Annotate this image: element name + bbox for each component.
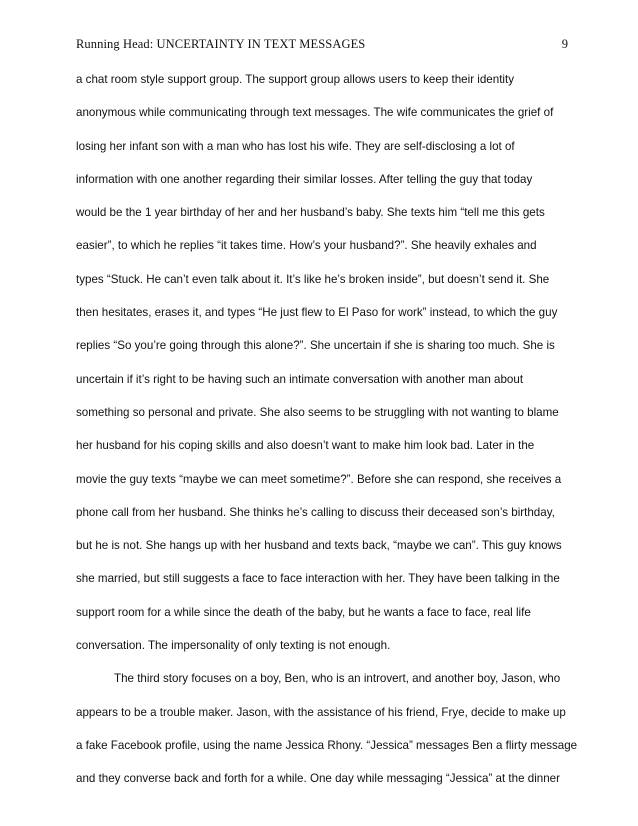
page-number: 9 [561, 37, 568, 51]
text-line: would be the 1 year birthday of her and her husband’s baby. She texts him “tell me this gets [76, 206, 545, 220]
text-line: uncertain if it’s right to be having such an intimate conversation with another man about [76, 372, 524, 386]
text-line: replies “So you’re going through this alone?”. She uncertain if she is sharing too much. She is [76, 339, 555, 353]
text-line: types “Stuck. He can’t even talk about it. It’s like he’s broken inside”, but doesn’t send it. She [76, 272, 550, 286]
text-line: a chat room style support group. The support group allows users to keep their identity [76, 73, 515, 86]
text-line: she married, but still suggests a face to face interaction with her. They have been talking in the [76, 572, 560, 586]
running-head-title: Running Head: UNCERTAINTY IN TEXT MESSAGES [76, 37, 366, 51]
text-line: a fake Facebook profile, using the name Jessica Rhony. “Jessica” messages Ben a flirty message [76, 738, 578, 752]
text-line: losing her infant son with a man who has lost his wife. They are self-disclosing a lot of [76, 139, 515, 153]
body-text [76, 71, 578, 804]
text-line: support room for a while since the death of the baby, but he wants a face to face, real life [76, 605, 531, 619]
text-line: her husband for his coping skills and also doesn’t want to make him look bad. Later in the [76, 439, 535, 453]
text-line: movie the guy texts “maybe we can meet sometime?”. Before she can respond, she receives a [76, 472, 562, 486]
text-line: easier”, to which he replies “it takes time. How’s your husband?”. She heavily exhales and [76, 239, 537, 253]
text-line: appears to be a trouble maker. Jason, with the assistance of his friend, Frye, decide to make up [76, 705, 566, 719]
text-line: phone call from her husband. She thinks he’s calling to discuss their deceased son’s birthday, [76, 505, 555, 519]
running-header [76, 37, 568, 55]
text-line: information with one another regarding their similar losses. After telling the guy that today [76, 172, 533, 186]
text-line: conversation. The impersonality of only texting is not enough. [76, 639, 391, 653]
text-line: and they converse back and forth for a while. One day while messaging “Jessica” at the dinner [76, 772, 560, 786]
paragraph-first-line: The third story focuses on a boy, Ben, who is an introvert, and another boy, Jason, who [114, 672, 561, 686]
text-line: anonymous while communicating through text messages. The wife communicates the grief of [76, 106, 554, 120]
text-line: then hesitates, erases it, and types “He just flew to El Paso for work” instead, to which the guy [76, 306, 558, 320]
text-line: something so personal and private. She also seems to be struggling with not wanting to blame [76, 405, 559, 419]
text-line: but he is not. She hangs up with her husband and texts back, “maybe we can”. This guy knows [76, 539, 562, 553]
